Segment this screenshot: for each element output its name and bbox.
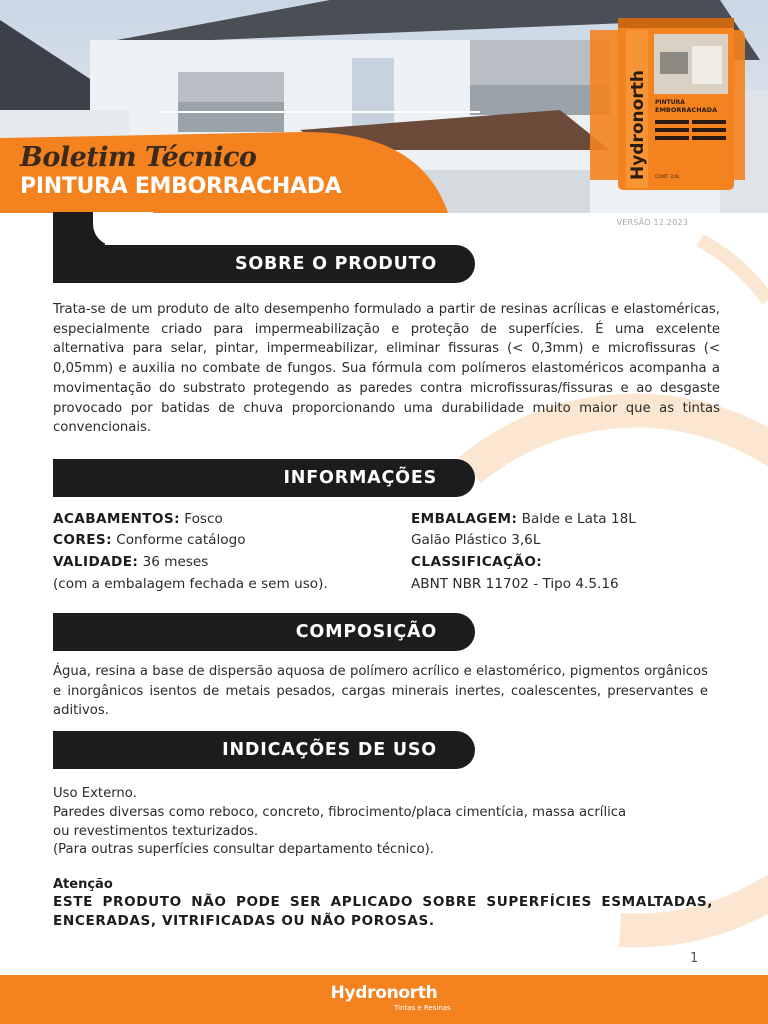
usage-line: ou revestimentos texturizados. bbox=[53, 824, 259, 839]
info-value: Balde e Lata 18L bbox=[521, 511, 636, 527]
warning-title: Atenção bbox=[53, 877, 113, 892]
version-label: VERSÃO 12.2023 bbox=[616, 218, 688, 227]
section-title-usage: INDICAÇÕES DE USO bbox=[222, 740, 437, 760]
can-volume: CONT. 3,6L bbox=[655, 175, 680, 180]
section-header-info bbox=[53, 459, 475, 497]
info-label: ACABAMENTOS: bbox=[53, 511, 180, 527]
info-packaging-2 bbox=[411, 532, 540, 548]
info-value: Galão Plástico 3,6L bbox=[411, 532, 541, 548]
info-validity bbox=[53, 554, 208, 570]
info-label: VALIDADE: bbox=[53, 554, 139, 570]
doc-title-main: PINTURA EMBORRACHADA bbox=[20, 174, 342, 199]
composition-paragraph: Água, resina a base de dispersão aquosa de polímero acrílico e elastomérico, pigmentos orgânicos e inorgânicos isentos de metais pesados, cargas minerais inertes, coalescentes, preservantes e aditivos. bbox=[53, 664, 708, 719]
section-title-about: SOBRE O PRODUTO bbox=[234, 254, 437, 274]
can-line2: EMBORRACHADA bbox=[655, 106, 718, 114]
info-value: Fosco bbox=[184, 511, 223, 527]
section-tab-cut bbox=[93, 212, 153, 246]
info-validity-note bbox=[53, 576, 328, 592]
doc-title-script: Boletim Técnico bbox=[20, 142, 257, 173]
can-brand: Hydronorth bbox=[628, 70, 648, 180]
info-label: CLASSIFICAÇÃO: bbox=[411, 554, 543, 570]
usage-line: (Para outras superfícies consultar departamento técnico). bbox=[53, 842, 434, 857]
info-finish bbox=[53, 511, 223, 527]
info-label: CORES: bbox=[53, 532, 112, 548]
warning-text: ESTE PRODUTO NÃO PODE SER APLICADO SOBRE SUPERFÍCIES ESMALTADAS, ENCERADAS, VITRIFICADAS OU NÃO POROSAS. bbox=[53, 894, 713, 929]
footer-logo: Hydronorth bbox=[330, 983, 438, 1003]
footer-tagline: Tintas e Resinas bbox=[394, 1004, 451, 1012]
info-value: ABNT NBR 11702 - Tipo 4.5.16 bbox=[411, 576, 619, 592]
about-paragraph: Trata-se de um produto de alto desempenho formulado a partir de resinas acrílicas e elastoméricas, especialmente criado para impermeabilização e proteção de superfícies. É uma excelente alternativa para selar, pintar, impermeabilizar, eliminar fissuras (< 0,3mm) e microfissuras (< 0,05mm) e auxilia no combate de fungos. Sua fórmula com polímeros elastoméricos acompanha a movimentação do substrato protegendo as paredes contra microfissuras/fissuras e ao desgaste provocado por batidas de chuva proporcionando uma durabilidade muito maior que as tintas convencionais. bbox=[53, 302, 720, 436]
section-title-composition: COMPOSIÇÃO bbox=[295, 622, 437, 642]
product-can-image bbox=[612, 12, 740, 192]
info-colors bbox=[53, 532, 246, 548]
usage-line: Uso Externo. bbox=[53, 786, 137, 801]
can-line1: PINTURA bbox=[655, 99, 685, 106]
info-value: (com a embalagem fechada e sem uso). bbox=[53, 576, 328, 592]
info-value: Conforme catálogo bbox=[116, 532, 246, 548]
info-classification-value bbox=[411, 576, 619, 592]
section-header-about bbox=[53, 245, 475, 283]
info-classification bbox=[411, 554, 542, 570]
usage-line: Paredes diversas como reboco, concreto, fibrocimento/placa cimentícia, massa acrílica bbox=[53, 805, 627, 820]
section-header-usage bbox=[53, 731, 475, 769]
section-header-composition bbox=[53, 613, 475, 651]
page-number: 1 bbox=[690, 951, 699, 966]
info-label: EMBALAGEM: bbox=[411, 511, 518, 527]
section-title-info: INFORMAÇÕES bbox=[283, 468, 437, 488]
info-packaging bbox=[411, 511, 636, 527]
info-value: 36 meses bbox=[142, 554, 209, 570]
